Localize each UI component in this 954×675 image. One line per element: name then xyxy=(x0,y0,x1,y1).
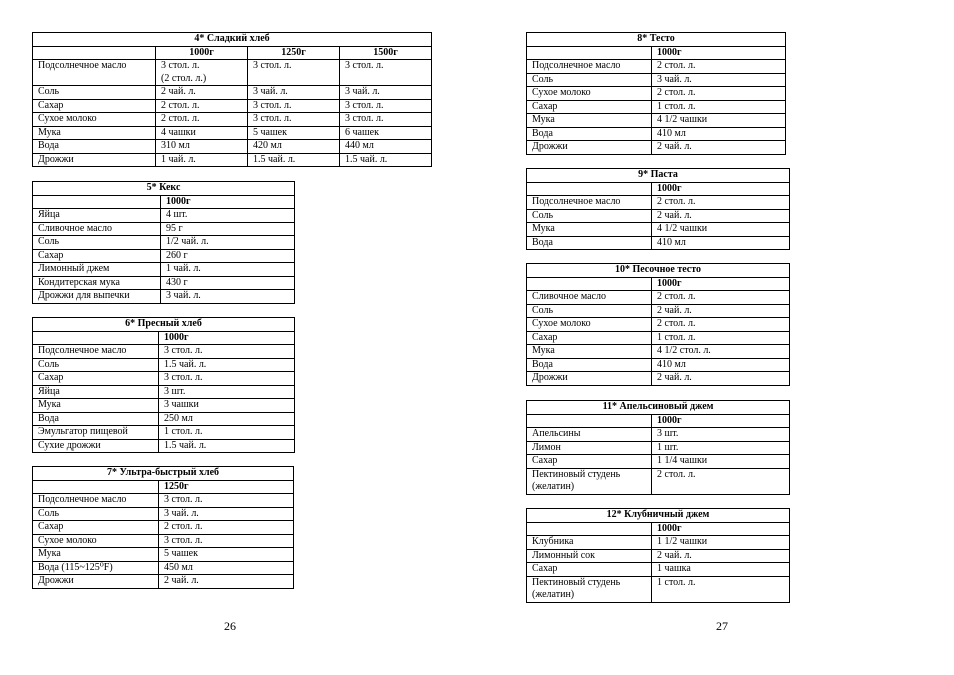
amount-cell: 2 чай. л. xyxy=(652,549,790,563)
ingredient-column-header xyxy=(527,414,652,428)
ingredient-cell: Дрожжи xyxy=(33,153,156,167)
ingredient-cell: Мука xyxy=(527,223,652,237)
ingredient-cell: Лимонный джем xyxy=(33,263,161,277)
amount-cell: 4 1/2 стол. л. xyxy=(652,345,790,359)
table-row xyxy=(527,345,790,359)
amount-cell: 3 стол. л. xyxy=(159,494,294,508)
amount-cell: 3 стол. л. xyxy=(159,372,295,386)
table-row xyxy=(527,549,790,563)
amount-cell: 1.5 чай. л. xyxy=(340,153,432,167)
table-row xyxy=(527,100,786,114)
table-title: 8* Тесто xyxy=(527,33,786,47)
table-title: 11* Апельсиновый джем xyxy=(527,401,790,415)
amount-cell: 3 стол. л. xyxy=(340,99,432,113)
ingredient-cell: Сахар xyxy=(33,372,159,386)
ingredient-cell: Пектиновый студень (желатин) xyxy=(527,576,652,602)
amount-cell: 260 г xyxy=(161,249,295,263)
table-row xyxy=(527,223,790,237)
table-row xyxy=(527,73,786,87)
amount-cell: 1 шт. xyxy=(652,441,790,455)
ingredient-cell: Яйца xyxy=(33,385,159,399)
table-header-row xyxy=(33,46,432,60)
weight-column-header: 1000г xyxy=(652,414,790,428)
weight-column-header: 1250г xyxy=(248,46,340,60)
table-header-row xyxy=(33,331,295,345)
ingredient-cell: Апельсины xyxy=(527,428,652,442)
table-row xyxy=(33,372,295,386)
amount-cell: 250 мл xyxy=(159,412,295,426)
ingredient-cell: Сухое молоко xyxy=(527,318,652,332)
table-row xyxy=(527,536,790,550)
amount-cell: 1 чашка xyxy=(652,563,790,577)
amount-cell: 3 стол. л. xyxy=(248,113,340,127)
ingredient-cell: Мука xyxy=(33,548,159,562)
amount-cell: 450 мл xyxy=(159,561,294,575)
table-row xyxy=(33,412,295,426)
amount-cell: 1 чай. л. xyxy=(161,263,295,277)
table-row xyxy=(527,236,790,250)
ingredient-cell: Вода xyxy=(33,140,156,154)
amount-cell: 1 чай. л. xyxy=(156,153,248,167)
ingredient-cell: Дрожжи xyxy=(527,372,652,386)
ingredient-cell: Клубника xyxy=(527,536,652,550)
ingredient-cell: Подсолнечное масло xyxy=(33,494,159,508)
table-header-row xyxy=(527,182,790,196)
ingredient-cell: Подсолнечное масло xyxy=(527,60,652,74)
ingredient-column-header xyxy=(33,195,161,209)
table-title: 6* Пресный хлеб xyxy=(33,318,295,332)
ingredient-cell: Сливочное масло xyxy=(527,291,652,305)
ingredient-cell: Дрожжи xyxy=(527,141,652,155)
ingredient-cell: Яйца xyxy=(33,209,161,223)
page-number: 27 xyxy=(716,619,728,633)
ingredient-column-header xyxy=(33,480,159,494)
amount-cell: 2 стол. л. xyxy=(652,60,786,74)
table-row xyxy=(33,263,295,277)
table-row xyxy=(527,141,786,155)
table-title: 12* Клубничный джем xyxy=(527,509,790,523)
amount-cell: 2 стол. л. xyxy=(156,99,248,113)
recipe-table-ultra-fast-bread xyxy=(32,466,294,589)
table-row xyxy=(527,60,786,74)
table-row xyxy=(527,114,786,128)
weight-column-header: 1000г xyxy=(652,46,786,60)
amount-cell: 3 стол. л. xyxy=(340,60,432,86)
ingredient-cell: Подсолнечное масло xyxy=(33,60,156,86)
table-row xyxy=(33,534,294,548)
amount-cell: 3 стол. л. xyxy=(248,60,340,86)
amount-cell: 4 шт. xyxy=(161,209,295,223)
table-row xyxy=(33,439,295,453)
amount-cell: 3 чай. л. xyxy=(161,290,295,304)
amount-cell: 2 стол. л. xyxy=(156,113,248,127)
amount-cell: 2 стол. л. xyxy=(652,196,790,210)
table-row xyxy=(33,399,295,413)
ingredient-cell: Сахар xyxy=(527,331,652,345)
ingredient-cell: Мука xyxy=(527,114,652,128)
ingredient-column-header xyxy=(33,46,156,60)
amount-cell: 2 чай. л. xyxy=(652,372,790,386)
amount-cell: 1 1/4 чашки xyxy=(652,455,790,469)
page-number: 26 xyxy=(224,619,236,633)
amount-cell: 2 стол. л. xyxy=(652,318,790,332)
table-row xyxy=(527,209,790,223)
weight-column-header: 1000г xyxy=(156,46,248,60)
table-row xyxy=(527,318,790,332)
amount-cell: 410 мл xyxy=(652,358,790,372)
weight-column-header: 1000г xyxy=(159,331,295,345)
amount-cell: 2 стол. л. xyxy=(652,291,790,305)
ingredient-cell: Соль xyxy=(33,358,159,372)
recipe-table-cake xyxy=(32,181,295,304)
amount-cell: 1.5 чай. л. xyxy=(248,153,340,167)
recipe-table-strawberry-jam xyxy=(526,508,790,603)
table-row xyxy=(33,521,294,535)
amount-cell: 3 шт. xyxy=(652,428,790,442)
amount-cell: 1 стол. л. xyxy=(652,576,790,602)
table-title-row xyxy=(527,509,790,523)
amount-cell: 1.5 чай. л. xyxy=(159,358,295,372)
table-row xyxy=(527,576,790,602)
amount-cell: 3 стол. л. xyxy=(248,99,340,113)
table-title-row xyxy=(33,33,432,47)
table-row xyxy=(33,575,294,589)
table-title-row xyxy=(527,264,790,278)
table-row xyxy=(33,236,295,250)
recipe-table-orange-jam xyxy=(526,400,790,495)
table-header-row xyxy=(33,195,295,209)
amount-cell: 410 мл xyxy=(652,236,790,250)
amount-cell: 3 чай. л. xyxy=(248,86,340,100)
recipe-table-shortcrust-dough xyxy=(526,263,790,386)
weight-column-header: 1000г xyxy=(161,195,295,209)
ingredient-cell: Соль xyxy=(33,236,161,250)
amount-cell: 1.5 чай. л. xyxy=(159,439,295,453)
table-row xyxy=(527,331,790,345)
table-header-row xyxy=(527,277,790,291)
ingredient-cell: Сухое молоко xyxy=(33,534,159,548)
ingredient-column-header xyxy=(527,46,652,60)
ingredient-cell: Мука xyxy=(527,345,652,359)
ingredient-cell: Дрожжи для выпечки xyxy=(33,290,161,304)
table-title-row xyxy=(33,182,295,196)
amount-cell: 1 стол. л. xyxy=(652,100,786,114)
ingredient-cell: Сахар xyxy=(33,249,161,263)
ingredient-cell: Пектиновый студень (желатин) xyxy=(527,468,652,494)
table-row xyxy=(33,276,295,290)
table-row xyxy=(33,548,294,562)
ingredient-cell: Лимонный сок xyxy=(527,549,652,563)
weight-column-header: 1000г xyxy=(652,277,790,291)
ingredient-column-header xyxy=(527,277,652,291)
amount-cell: 1 стол. л. xyxy=(159,426,295,440)
table-row xyxy=(527,127,786,141)
ingredient-cell: Мука xyxy=(33,126,156,140)
amount-cell: 1/2 чай. л. xyxy=(161,236,295,250)
ingredient-cell: Сахар xyxy=(33,521,159,535)
table-row xyxy=(527,455,790,469)
table-title-row xyxy=(527,169,790,183)
table-row xyxy=(33,222,295,236)
ingredient-cell: Соль xyxy=(527,209,652,223)
table-row xyxy=(33,60,432,86)
ingredient-column-header xyxy=(527,522,652,536)
table-row xyxy=(527,563,790,577)
table-row xyxy=(33,99,432,113)
table-title-row xyxy=(527,401,790,415)
table-title: 7* Ультра-быстрый хлеб xyxy=(33,467,294,481)
table-row xyxy=(33,209,295,223)
table-title: 10* Песочное тесто xyxy=(527,264,790,278)
amount-cell: 2 чай. л. xyxy=(652,209,790,223)
ingredient-cell: Соль xyxy=(33,86,156,100)
page-27 xyxy=(477,0,954,675)
amount-cell: 3 чай. л. xyxy=(159,507,294,521)
amount-cell: 420 мл xyxy=(248,140,340,154)
table-header-row xyxy=(527,522,790,536)
amount-cell: 2 чай. л. xyxy=(652,304,790,318)
ingredient-column-header xyxy=(33,331,159,345)
weight-column-header: 1250г xyxy=(159,480,294,494)
table-row xyxy=(33,126,432,140)
amount-cell: 95 г xyxy=(161,222,295,236)
table-title-row xyxy=(527,33,786,47)
ingredient-cell: Сахар xyxy=(33,99,156,113)
table-header-row xyxy=(33,480,294,494)
table-row xyxy=(527,468,790,494)
ingredient-cell: Подсолнечное масло xyxy=(33,345,159,359)
recipe-table-pasta xyxy=(526,168,790,250)
ingredient-cell: Вода xyxy=(527,236,652,250)
amount-cell: 440 мл xyxy=(340,140,432,154)
amount-cell: 310 мл xyxy=(156,140,248,154)
table-row xyxy=(33,86,432,100)
table-title: 5* Кекс xyxy=(33,182,295,196)
amount-cell: 2 чай. л. xyxy=(652,141,786,155)
table-header-row xyxy=(527,46,786,60)
ingredient-cell: Сахар xyxy=(527,455,652,469)
table-row xyxy=(33,153,432,167)
table-row xyxy=(33,494,294,508)
table-row xyxy=(527,428,790,442)
recipe-table-dough xyxy=(526,32,786,155)
ingredient-cell: Вода (115~125⁰F) xyxy=(33,561,159,575)
table-header-row xyxy=(527,414,790,428)
table-row xyxy=(33,426,295,440)
weight-column-header: 1500г xyxy=(340,46,432,60)
amount-cell: 3 стол. л. (2 стол. л.) xyxy=(156,60,248,86)
weight-column-header: 1000г xyxy=(652,182,790,196)
ingredient-cell: Вода xyxy=(33,412,159,426)
ingredient-cell: Вода xyxy=(527,358,652,372)
table-title-row xyxy=(33,467,294,481)
amount-cell: 1 1/2 чашки xyxy=(652,536,790,550)
recipe-table-sweet-bread xyxy=(32,32,432,167)
ingredient-cell: Соль xyxy=(527,304,652,318)
amount-cell: 3 стол. л. xyxy=(159,534,294,548)
table-title: 4* Сладкий хлеб xyxy=(33,33,432,47)
table-row xyxy=(527,87,786,101)
amount-cell: 410 мл xyxy=(652,127,786,141)
amount-cell: 2 чай. л. xyxy=(156,86,248,100)
table-row xyxy=(527,196,790,210)
amount-cell: 5 чашек xyxy=(248,126,340,140)
amount-cell: 3 стол. л. xyxy=(159,345,295,359)
ingredient-cell: Мука xyxy=(33,399,159,413)
ingredient-cell: Сухие дрожжи xyxy=(33,439,159,453)
amount-cell: 3 стол. л. xyxy=(340,113,432,127)
table-row xyxy=(527,441,790,455)
amount-cell: 1 стол. л. xyxy=(652,331,790,345)
ingredient-cell: Сахар xyxy=(527,100,652,114)
ingredient-cell: Дрожжи xyxy=(33,575,159,589)
amount-cell: 4 1/2 чашки xyxy=(652,114,786,128)
amount-cell: 3 чай. л. xyxy=(340,86,432,100)
ingredient-cell: Вода xyxy=(527,127,652,141)
table-row xyxy=(33,113,432,127)
amount-cell: 3 чай. л. xyxy=(652,73,786,87)
recipe-table-plain-bread xyxy=(32,317,295,453)
amount-cell: 6 чашек xyxy=(340,126,432,140)
ingredient-cell: Сухое молоко xyxy=(33,113,156,127)
table-row xyxy=(33,385,295,399)
ingredient-column-header xyxy=(527,182,652,196)
table-row xyxy=(33,140,432,154)
amount-cell: 2 стол. л. xyxy=(652,468,790,494)
weight-column-header: 1000г xyxy=(652,522,790,536)
amount-cell: 430 г xyxy=(161,276,295,290)
table-row xyxy=(33,507,294,521)
table-title-row xyxy=(33,318,295,332)
ingredient-cell: Соль xyxy=(527,73,652,87)
table-row xyxy=(527,358,790,372)
ingredient-cell: Эмульгатор пищевой xyxy=(33,426,159,440)
amount-cell: 2 чай. л. xyxy=(159,575,294,589)
amount-cell: 4 1/2 чашки xyxy=(652,223,790,237)
table-row xyxy=(33,290,295,304)
ingredient-cell: Подсолнечное масло xyxy=(527,196,652,210)
table-row xyxy=(527,291,790,305)
amount-cell: 2 стол. л. xyxy=(652,87,786,101)
table-row xyxy=(527,304,790,318)
table-row xyxy=(33,561,294,575)
ingredient-cell: Сливочное масло xyxy=(33,222,161,236)
amount-cell: 2 стол. л. xyxy=(159,521,294,535)
amount-cell: 3 шт. xyxy=(159,385,295,399)
table-row xyxy=(527,372,790,386)
amount-cell: 3 чашки xyxy=(159,399,295,413)
amount-cell: 5 чашек xyxy=(159,548,294,562)
ingredient-cell: Кондитерская мука xyxy=(33,276,161,290)
amount-cell: 4 чашки xyxy=(156,126,248,140)
table-row xyxy=(33,249,295,263)
ingredient-cell: Лимон xyxy=(527,441,652,455)
ingredient-cell: Сахар xyxy=(527,563,652,577)
ingredient-cell: Сухое молоко xyxy=(527,87,652,101)
table-row xyxy=(33,358,295,372)
table-row xyxy=(33,345,295,359)
table-title: 9* Паста xyxy=(527,169,790,183)
ingredient-cell: Соль xyxy=(33,507,159,521)
